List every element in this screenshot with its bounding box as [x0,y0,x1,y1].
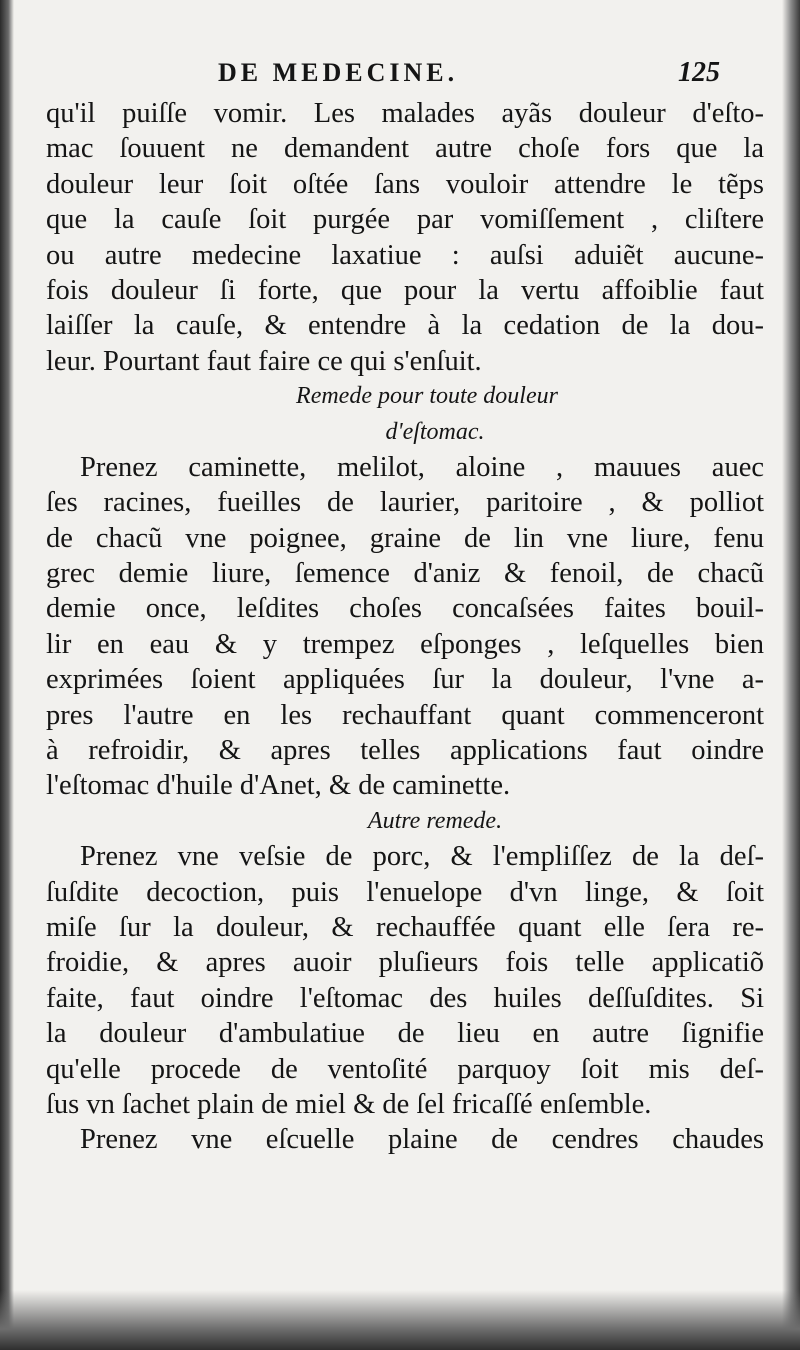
text-line: fois douleur ſi forte, que pour la vertu affoiblie faut [46,274,764,306]
page-edge-shadow-left [0,0,14,1350]
text-line: Prenez vne eſcuelle plaine de cendres chaudes [80,1124,764,1156]
text-line: ſus vn ſachet plain de miel & de ſel fricaſſé enſemble. [46,1088,652,1120]
body-text [46,96,764,1158]
text-line: faite, faut oindre l'eſtomac des huiles deſſuſdites. Si [46,982,764,1014]
text-line: de chacũ vne poignee, graine de lin vne liure, fenu [46,522,764,554]
page-header [0,56,800,96]
text-line: ſuſdite decoction, puis l'enuelope d'vn linge, & ſoit [46,876,764,908]
text-line: laiſſer la cauſe, & entendre à la cedation de la dou- [46,310,764,342]
text-line: froidie, & apres auoir pluſieurs fois telle applicatiõ [46,947,764,979]
section-heading-continued: d'eſtomac. [385,418,485,445]
page-number: 125 [678,57,720,88]
text-line: miſe ſur la douleur, & rechauffée quant elle ſera re- [46,911,764,943]
page-edge-shadow-bottom [0,1290,800,1350]
page-edge-shadow-right [782,0,800,1350]
text-line: lir en eau & y trempez eſponges , leſquelles bien [46,628,764,660]
text-line: Prenez caminette, melilot, aloine , mauues auec [80,451,764,483]
text-line: leur. Pourtant faut faire ce qui s'enſuit. [46,345,482,377]
text-line: mac ſouuent ne demandent autre choſe fors que la [46,133,764,165]
text-line: qu'elle procede de ventoſité parquoy ſoit mis deſ- [46,1053,764,1085]
text-line: la douleur d'ambulatiue de lieu en autre ſignifie [46,1018,764,1050]
section-heading: Autre remede. [367,807,503,834]
text-line: exprimées ſoient appliquées ſur la douleur, l'vne a- [46,664,764,696]
text-line: qu'il puiſſe vomir. Les malades ayãs douleur d'eſto- [46,98,764,129]
text-line: grec demie liure, ſemence d'aniz & fenoil, de chacũ [46,558,764,590]
text-line: ou autre medecine laxatiue : auſsi aduiẽt aucune- [46,239,764,271]
running-head: DE MEDECINE. [218,58,459,87]
text-line: douleur leur ſoit oſtée ſans vouloir attendre le tẽps [46,168,764,200]
text-line: l'eſtomac d'huile d'Anet, & de caminette. [46,770,511,802]
text-line: demie once, leſdites choſes concaſsées faites bouil- [46,593,764,625]
text-line: à refroidir, & apres telles applications faut oindre [46,735,764,767]
text-line: Prenez vne veſsie de porc, & l'empliſſez de la deſ- [80,841,764,873]
text-line: pres l'autre en les rechauffant quant commenceront [46,699,764,731]
section-heading: Remede pour toute douleur [296,383,558,410]
text-line: que la cauſe ſoit purgée par vomiſſement , cliſtere [46,204,764,236]
text-line: ſes racines, fueilles de laurier, paritoire , & polliot [46,487,764,519]
